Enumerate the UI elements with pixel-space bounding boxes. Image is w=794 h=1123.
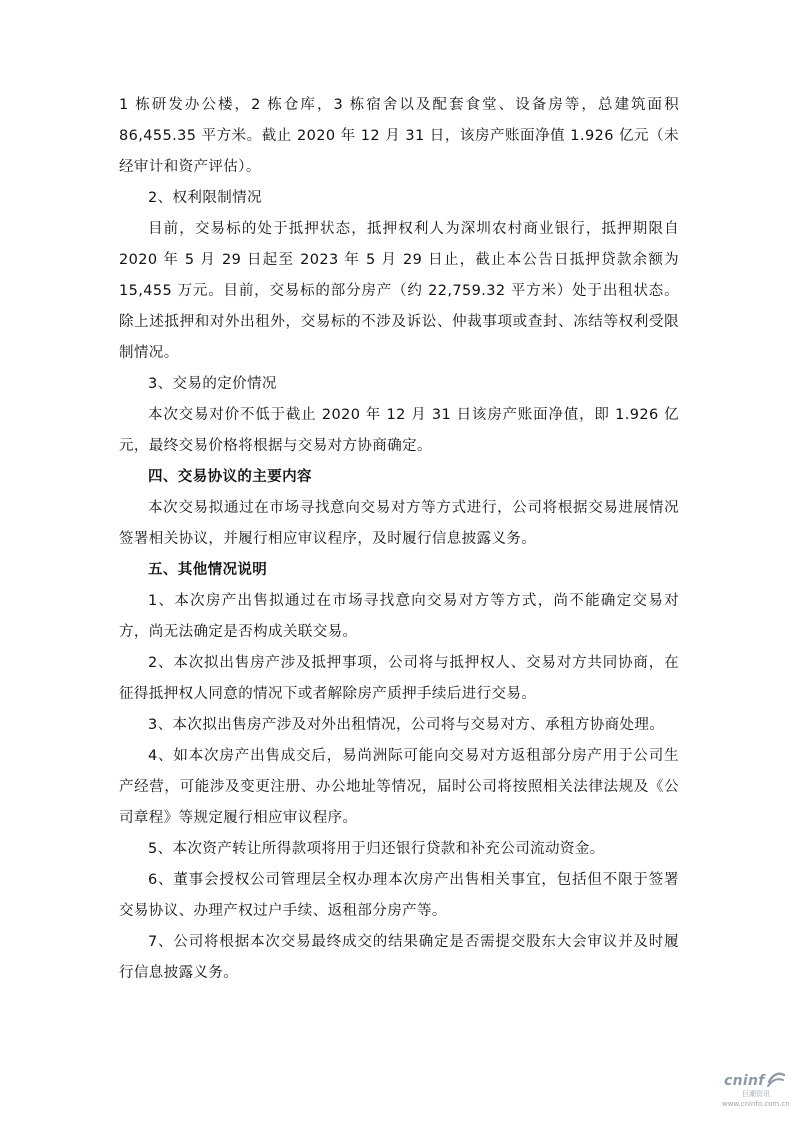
section-heading: 五、其他情况说明: [148, 562, 268, 578]
watermark-url: www.cninfo.com.cn: [722, 1100, 790, 1108]
swoosh-icon: [766, 1070, 786, 1088]
document-body: [119, 90, 679, 989]
cninfo-watermark: [724, 1070, 788, 1112]
list-item: 7、公司将根据本次交易最终成交的结果确定是否需提交股东大会审议并及时履行信息披露义务。: [119, 934, 679, 981]
section-subheading: 2、权利限制情况: [148, 190, 262, 206]
paragraph: 本次交易拟通过在市场寻找意向交易对方等方式进行，公司将根据交易进展情况签署相关协议，并履行相应审议程序，及时履行信息披露义务。: [119, 500, 679, 547]
section-subheading: 3、交易的定价情况: [148, 376, 277, 392]
list-item: 6、董事会授权公司管理层全权办理本次房产出售相关事宜，包括但不限于签署交易协议、办理产权过户手续、返租部分房产等。: [119, 872, 679, 919]
watermark-subtitle: 巨潮资讯: [742, 1090, 770, 1098]
list-item: 1、本次房产出售拟通过在市场寻找意向交易对方等方式，尚不能确定交易对方，尚无法确定是否构成关联交易。: [119, 593, 679, 640]
list-item: 2、本次拟出售房产涉及抵押事项，公司将与抵押权人、交易对方共同协商，在征得抵押权人同意的情况下或者解除房产质押手续后进行交易。: [119, 655, 679, 702]
list-item: 4、如本次房产出售成交后，易尚洲际可能向交易对方返租部分房产用于公司生产经营，可能涉及变更注册、办公地址等情况，届时公司将按照相关法律法规及《公司章程》等规定履行相应审议程序。: [119, 748, 679, 826]
list-item: 3、本次拟出售房产涉及对外出租情况，公司将与交易对方、承租方协商处理。: [148, 717, 665, 733]
section-heading: 四、交易协议的主要内容: [148, 469, 312, 485]
paragraph: 目前，交易标的处于抵押状态，抵押权利人为深圳农村商业银行，抵押期限自 2020 年 5 月 29 日起至 2023 年 5 月 29 日止，截止本公告日抵押贷款余额为15,455 万元。目前，交易标的部分房产（约 22,759.32 平方米）处于出租状态。除上述抵押和对外出租外，交易标的不涉及诉讼、仲裁事项或查封、冻结等权利受限制情况。: [119, 221, 679, 361]
paragraph: 1 栋研发办公楼，2 栋仓库，3 栋宿舍以及配套食堂、设备房等，总建筑面积86,455.35 平方米。截止 2020 年 12 月 31 日，该房产账面净值 1.926 亿元（未经审计和资产评估）。: [119, 97, 679, 175]
watermark-logo-text: cninf: [724, 1073, 765, 1089]
paragraph: 本次交易对价不低于截止 2020 年 12 月 31 日该房产账面净值，即 1.926 亿元，最终交易价格将根据与交易对方协商确定。: [119, 407, 679, 454]
list-item: 5、本次资产转让所得款项将用于归还银行贷款和补充公司流动资金。: [148, 841, 605, 857]
